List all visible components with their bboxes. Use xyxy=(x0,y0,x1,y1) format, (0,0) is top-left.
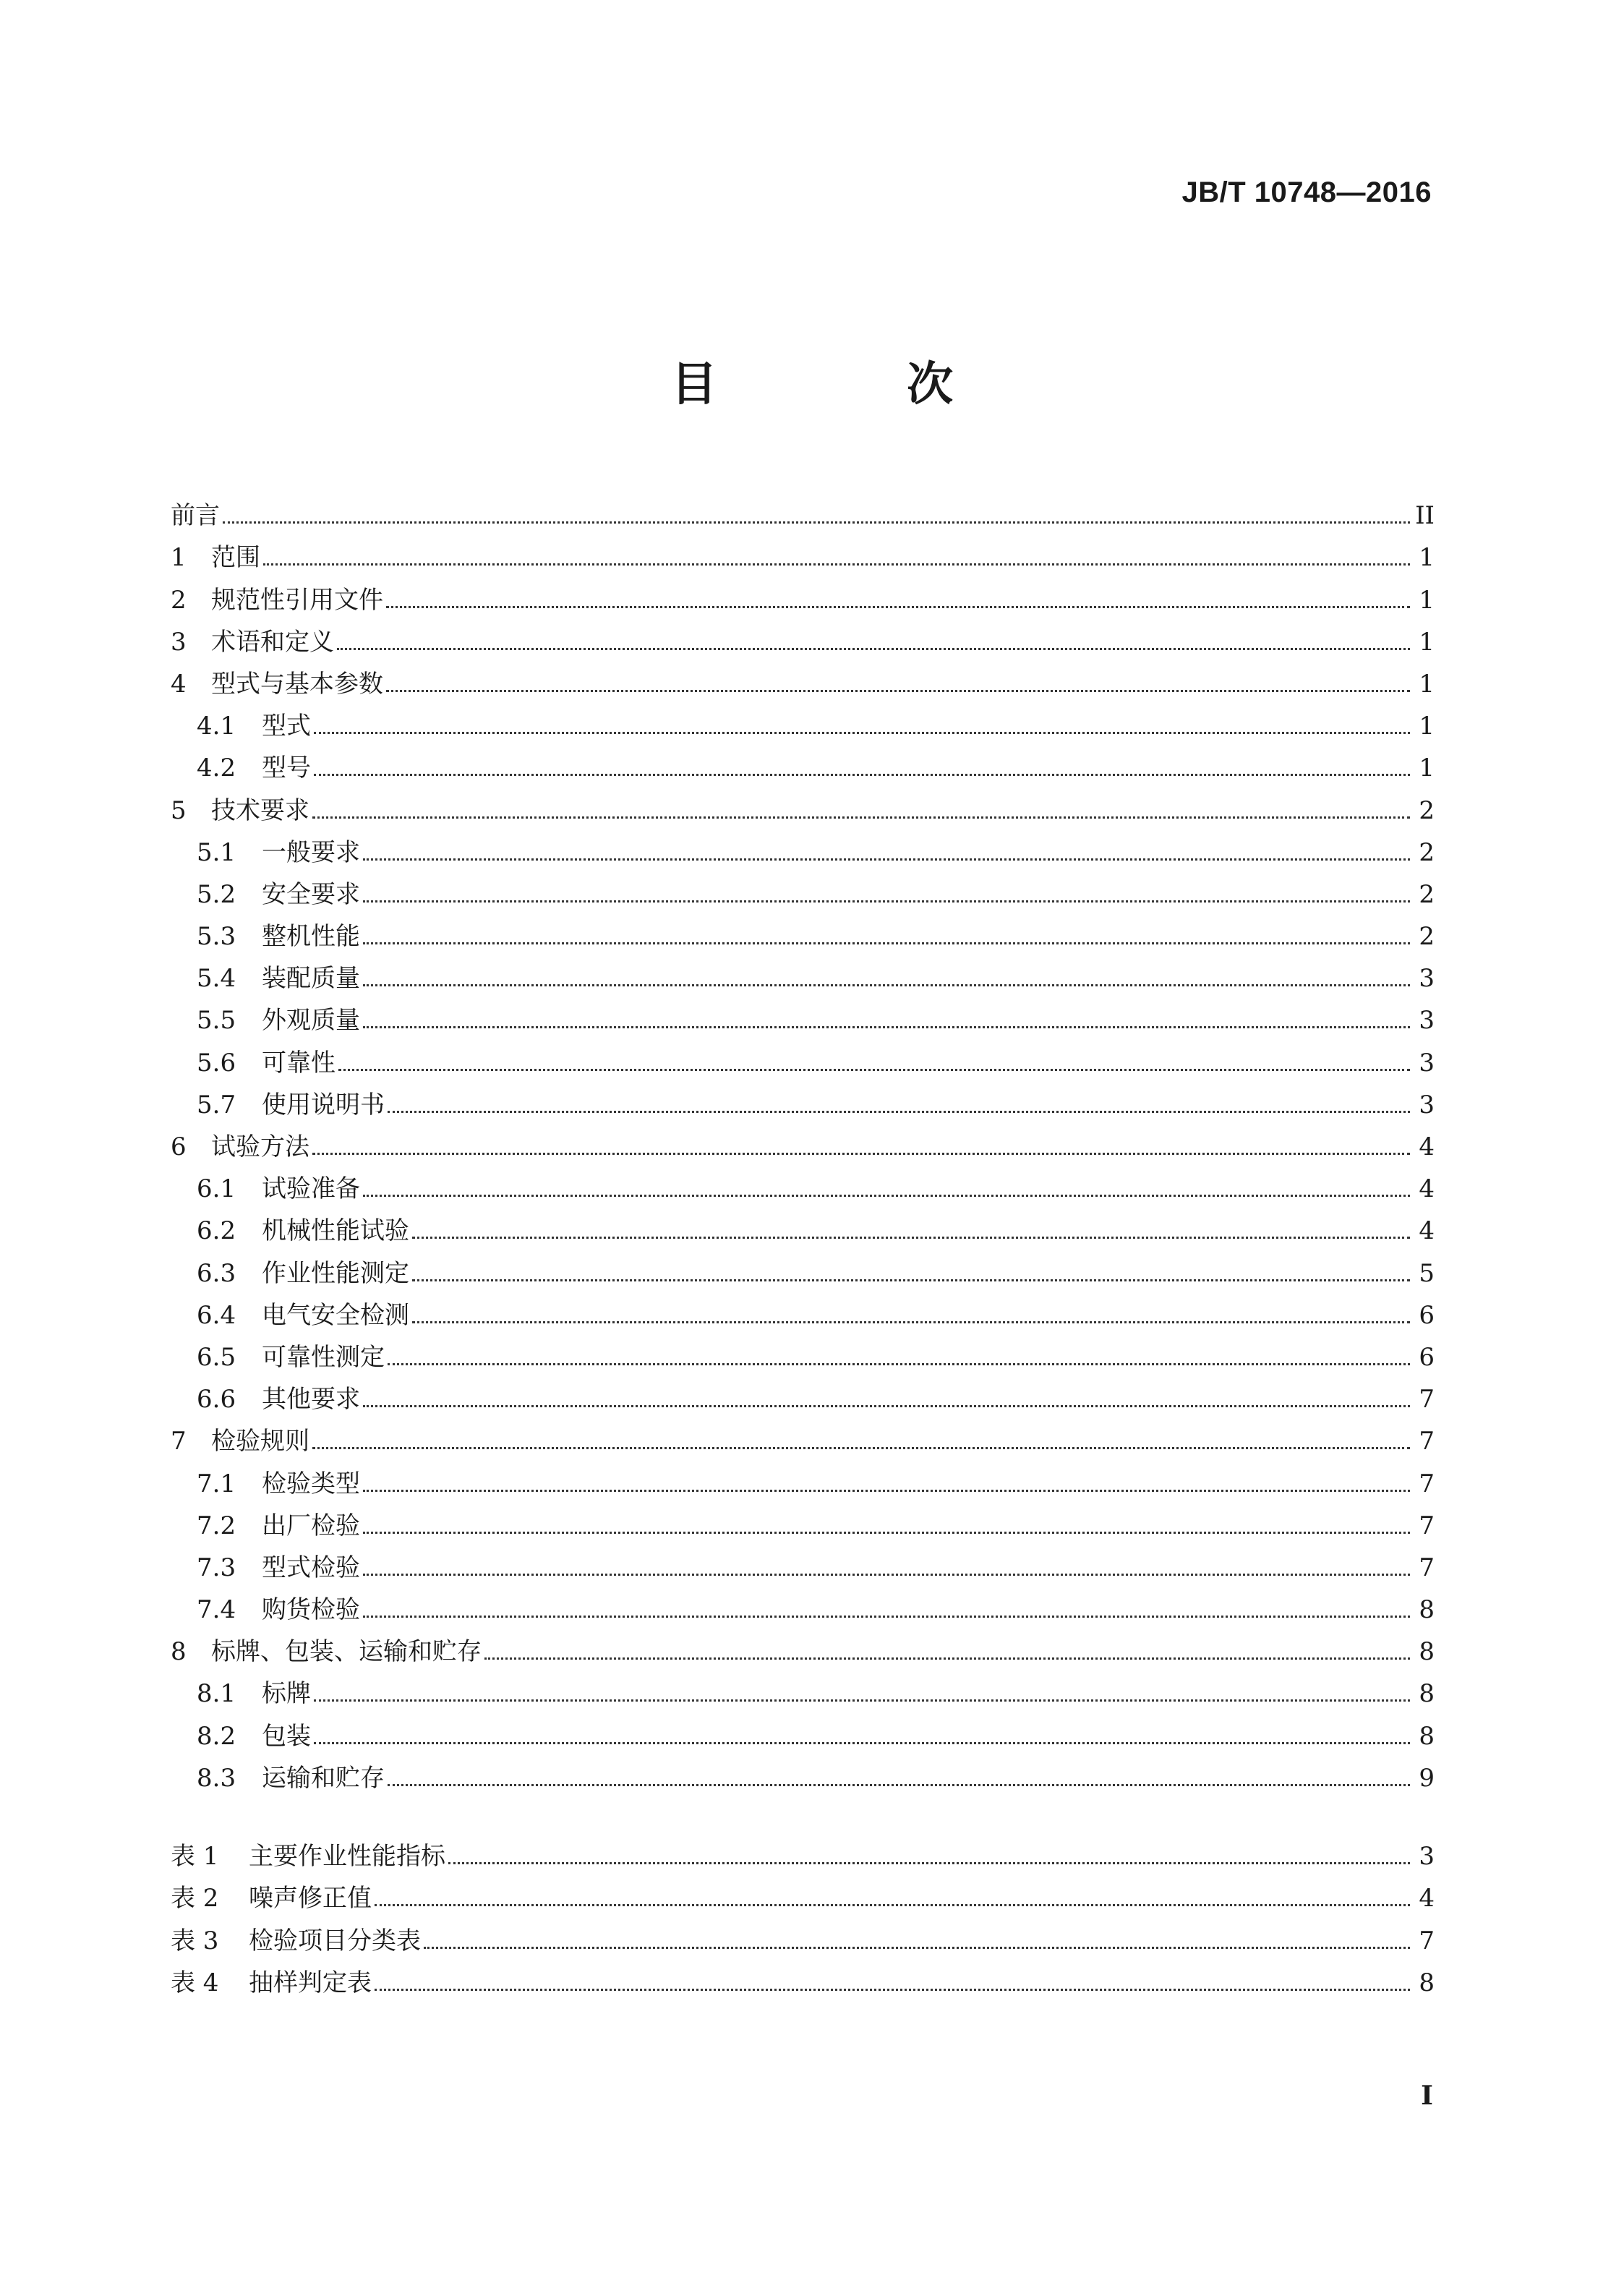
dot-leader xyxy=(312,1153,1410,1155)
entry-number: 5.2 xyxy=(197,879,236,909)
dot-leader xyxy=(363,1490,1410,1492)
table-list-entry[interactable] xyxy=(171,1829,1435,1871)
toc-entry[interactable] xyxy=(171,657,1435,699)
entry-page-number: 3 xyxy=(1419,1006,1435,1036)
entry-page-number: 1 xyxy=(1419,669,1435,699)
entry-title: 其他要求 xyxy=(262,1385,360,1414)
entry-title: 噪声修正值 xyxy=(249,1884,372,1913)
entry-title: 一般要求 xyxy=(262,837,360,867)
entry-number: 6.3 xyxy=(197,1258,236,1288)
toc-entry[interactable] xyxy=(171,825,1435,867)
entry-page-number: 2 xyxy=(1419,879,1435,909)
toc-entry[interactable] xyxy=(171,1330,1435,1372)
toc-entry[interactable] xyxy=(171,1203,1435,1245)
entry-page-number: 8 xyxy=(1419,1721,1435,1751)
dot-leader xyxy=(363,900,1410,902)
entry-title: 型号 xyxy=(262,754,311,783)
entry-number: 6.1 xyxy=(197,1174,236,1204)
entry-title: 装配质量 xyxy=(262,964,360,994)
toc-entry[interactable] xyxy=(171,741,1435,782)
entry-title: 范围 xyxy=(211,543,260,573)
entry-page-number: 1 xyxy=(1419,585,1435,615)
entry-number: 表 4 xyxy=(171,1968,219,1997)
entry-title: 可靠性测定 xyxy=(262,1342,385,1372)
entry-title: 规范性引用文件 xyxy=(211,585,383,615)
toc-entry[interactable] xyxy=(171,909,1435,951)
dot-leader xyxy=(412,1237,1410,1239)
entry-number: 7.4 xyxy=(197,1595,236,1625)
page-number: I xyxy=(1421,2081,1433,2111)
entry-number: 6.2 xyxy=(197,1216,236,1246)
dot-leader xyxy=(363,1405,1410,1407)
toc-entry[interactable] xyxy=(171,1666,1435,1708)
dot-leader xyxy=(337,648,1410,650)
dot-leader xyxy=(448,1862,1410,1864)
entry-number: 表 3 xyxy=(171,1926,219,1955)
dot-leader xyxy=(412,1321,1410,1323)
entry-page-number: 3 xyxy=(1419,964,1435,994)
entry-title: 电气安全检测 xyxy=(262,1300,409,1330)
entry-number: 3 xyxy=(171,627,187,657)
entry-page-number: 8 xyxy=(1419,1679,1435,1709)
entry-page-number: 4 xyxy=(1419,1884,1435,1913)
entry-number: 8 xyxy=(171,1637,187,1667)
entry-number: 表 2 xyxy=(171,1884,219,1913)
dot-leader xyxy=(386,606,1410,608)
dot-leader xyxy=(363,1616,1410,1618)
page-title: 目 次 xyxy=(670,358,1040,411)
entry-number: 7.2 xyxy=(197,1511,236,1540)
entry-page-number: 5 xyxy=(1419,1258,1435,1288)
table-list-entry[interactable] xyxy=(171,1871,1435,1913)
dot-leader xyxy=(363,858,1410,861)
entry-title: 可靠性 xyxy=(262,1048,336,1078)
entry-number: 5.7 xyxy=(197,1090,236,1119)
toc-entry[interactable] xyxy=(171,1161,1435,1203)
list-of-tables xyxy=(171,1829,1435,1997)
dot-leader xyxy=(314,1699,1410,1702)
dot-leader xyxy=(363,984,1410,986)
entry-title: 型式与基本参数 xyxy=(211,669,383,699)
entry-number: 1 xyxy=(171,543,187,573)
entry-page-number: 3 xyxy=(1419,1048,1435,1078)
toc-entry[interactable] xyxy=(171,1078,1435,1119)
entry-title: 型式检验 xyxy=(262,1553,360,1582)
entry-number: 6.5 xyxy=(197,1342,236,1372)
toc-entry[interactable] xyxy=(171,1582,1435,1624)
entry-title: 整机性能 xyxy=(262,922,360,952)
entry-title: 安全要求 xyxy=(262,879,360,909)
entry-page-number: 7 xyxy=(1419,1511,1435,1540)
entry-page-number: 7 xyxy=(1419,1427,1435,1456)
entry-page-number: 2 xyxy=(1419,795,1435,825)
toc-entry[interactable] xyxy=(171,951,1435,993)
dot-leader xyxy=(312,1447,1410,1449)
entry-page-number: 1 xyxy=(1419,712,1435,741)
dot-leader xyxy=(314,774,1410,776)
entry-number: 5.3 xyxy=(197,922,236,952)
entry-page-number: 9 xyxy=(1419,1763,1435,1793)
entry-number: 8.1 xyxy=(197,1679,236,1709)
entry-number: 5 xyxy=(171,795,187,825)
entry-page-number: 4 xyxy=(1419,1132,1435,1161)
dot-leader xyxy=(375,1989,1410,1991)
toc-entry[interactable] xyxy=(171,1498,1435,1540)
dot-leader xyxy=(363,942,1410,944)
entry-title: 技术要求 xyxy=(211,795,309,825)
toc-entry[interactable] xyxy=(171,1119,1435,1161)
dot-leader xyxy=(312,816,1410,819)
entry-number: 5.1 xyxy=(197,837,236,867)
entry-number: 7.1 xyxy=(197,1469,236,1498)
entry-number: 4.2 xyxy=(197,754,236,783)
entry-number: 4 xyxy=(171,669,187,699)
dot-leader xyxy=(314,732,1410,734)
table-list-entry[interactable] xyxy=(171,1955,1435,1997)
entry-page-number: 7 xyxy=(1419,1553,1435,1582)
entry-number: 8.2 xyxy=(197,1721,236,1751)
toc-entry[interactable] xyxy=(171,1456,1435,1498)
entry-title: 作业性能测定 xyxy=(262,1258,409,1288)
entry-title: 型式 xyxy=(262,712,311,741)
toc-entry[interactable] xyxy=(171,488,1435,530)
entry-number: 2 xyxy=(171,585,187,615)
dot-leader xyxy=(363,1574,1410,1576)
toc-entry[interactable] xyxy=(171,530,1435,572)
entry-page-number: 6 xyxy=(1419,1342,1435,1372)
toc-entry[interactable] xyxy=(171,1288,1435,1330)
entry-number: 5.4 xyxy=(197,964,236,994)
toc-entry[interactable] xyxy=(171,993,1435,1035)
entry-title: 购货检验 xyxy=(262,1595,360,1625)
dot-leader xyxy=(388,1784,1410,1786)
entry-number: 6.6 xyxy=(197,1385,236,1414)
entry-title: 包装 xyxy=(262,1721,311,1751)
dot-leader xyxy=(388,1363,1410,1365)
entry-title: 标牌 xyxy=(262,1679,311,1709)
entry-number: 5.6 xyxy=(197,1048,236,1078)
entry-title: 试验准备 xyxy=(262,1174,360,1204)
toc-entry[interactable] xyxy=(171,1540,1435,1582)
entry-page-number: 8 xyxy=(1419,1637,1435,1667)
entry-number: 5.5 xyxy=(197,1006,236,1036)
toc-entry[interactable] xyxy=(171,572,1435,614)
entry-page-number: 1 xyxy=(1419,754,1435,783)
table-of-contents xyxy=(171,488,1435,1793)
entry-title: 运输和贮存 xyxy=(262,1763,385,1793)
entry-title: 检验项目分类表 xyxy=(249,1926,421,1955)
entry-title: 术语和定义 xyxy=(211,627,334,657)
entry-page-number: 7 xyxy=(1419,1469,1435,1498)
dot-leader xyxy=(314,1742,1410,1744)
dot-leader xyxy=(386,690,1410,692)
dot-leader xyxy=(223,521,1410,524)
dot-leader xyxy=(484,1657,1410,1660)
toc-entry[interactable] xyxy=(171,1245,1435,1287)
entry-page-number: 6 xyxy=(1419,1300,1435,1330)
entry-title: 检验类型 xyxy=(262,1469,360,1498)
entry-number: 表 1 xyxy=(171,1842,219,1872)
entry-page-number: II xyxy=(1415,501,1435,531)
toc-entry[interactable] xyxy=(171,1414,1435,1456)
entry-page-number: 8 xyxy=(1419,1968,1435,1997)
toc-entry[interactable] xyxy=(171,1708,1435,1750)
entry-title: 前言 xyxy=(171,501,220,531)
toc-entry[interactable] xyxy=(171,699,1435,741)
entry-title: 抽样判定表 xyxy=(249,1968,372,1997)
entry-page-number: 7 xyxy=(1419,1385,1435,1414)
toc-entry[interactable] xyxy=(171,1372,1435,1414)
entry-page-number: 8 xyxy=(1419,1595,1435,1625)
entry-page-number: 2 xyxy=(1419,837,1435,867)
entry-title: 机械性能试验 xyxy=(262,1216,409,1246)
entry-title: 试验方法 xyxy=(211,1132,309,1161)
entry-title: 主要作业性能指标 xyxy=(249,1842,445,1872)
entry-number: 4.1 xyxy=(197,712,236,741)
entry-page-number: 4 xyxy=(1419,1174,1435,1204)
entry-title: 出厂检验 xyxy=(262,1511,360,1540)
entry-page-number: 3 xyxy=(1419,1090,1435,1119)
entry-number: 7.3 xyxy=(197,1553,236,1582)
entry-page-number: 3 xyxy=(1419,1842,1435,1872)
entry-page-number: 2 xyxy=(1419,922,1435,952)
entry-page-number: 1 xyxy=(1419,543,1435,573)
toc-entry[interactable] xyxy=(171,1035,1435,1077)
entry-number: 7 xyxy=(171,1427,187,1456)
entry-page-number: 1 xyxy=(1419,627,1435,657)
dot-leader xyxy=(424,1947,1410,1949)
entry-page-number: 4 xyxy=(1419,1216,1435,1246)
entry-title: 外观质量 xyxy=(262,1006,360,1036)
entry-title: 使用说明书 xyxy=(262,1090,385,1119)
dot-leader xyxy=(363,1026,1410,1028)
entry-number: 6 xyxy=(171,1132,187,1161)
dot-leader xyxy=(412,1279,1410,1281)
toc-entry[interactable] xyxy=(171,1751,1435,1793)
toc-entry[interactable] xyxy=(171,1624,1435,1666)
table-list-entry[interactable] xyxy=(171,1913,1435,1955)
entry-page-number: 7 xyxy=(1419,1926,1435,1955)
dot-leader xyxy=(338,1069,1410,1071)
entry-number: 6.4 xyxy=(197,1300,236,1330)
toc-entry[interactable] xyxy=(171,782,1435,824)
dot-leader xyxy=(263,563,1410,566)
toc-entry[interactable] xyxy=(171,615,1435,657)
entry-number: 8.3 xyxy=(197,1763,236,1793)
entry-title: 检验规则 xyxy=(211,1427,309,1456)
dot-leader xyxy=(363,1532,1410,1534)
entry-title: 标牌、包装、运输和贮存 xyxy=(211,1637,482,1667)
standard-number: JB/T 10748—2016 xyxy=(1181,176,1432,208)
toc-entry[interactable] xyxy=(171,867,1435,909)
dot-leader xyxy=(388,1111,1410,1113)
dot-leader xyxy=(363,1195,1410,1197)
dot-leader xyxy=(375,1904,1410,1906)
